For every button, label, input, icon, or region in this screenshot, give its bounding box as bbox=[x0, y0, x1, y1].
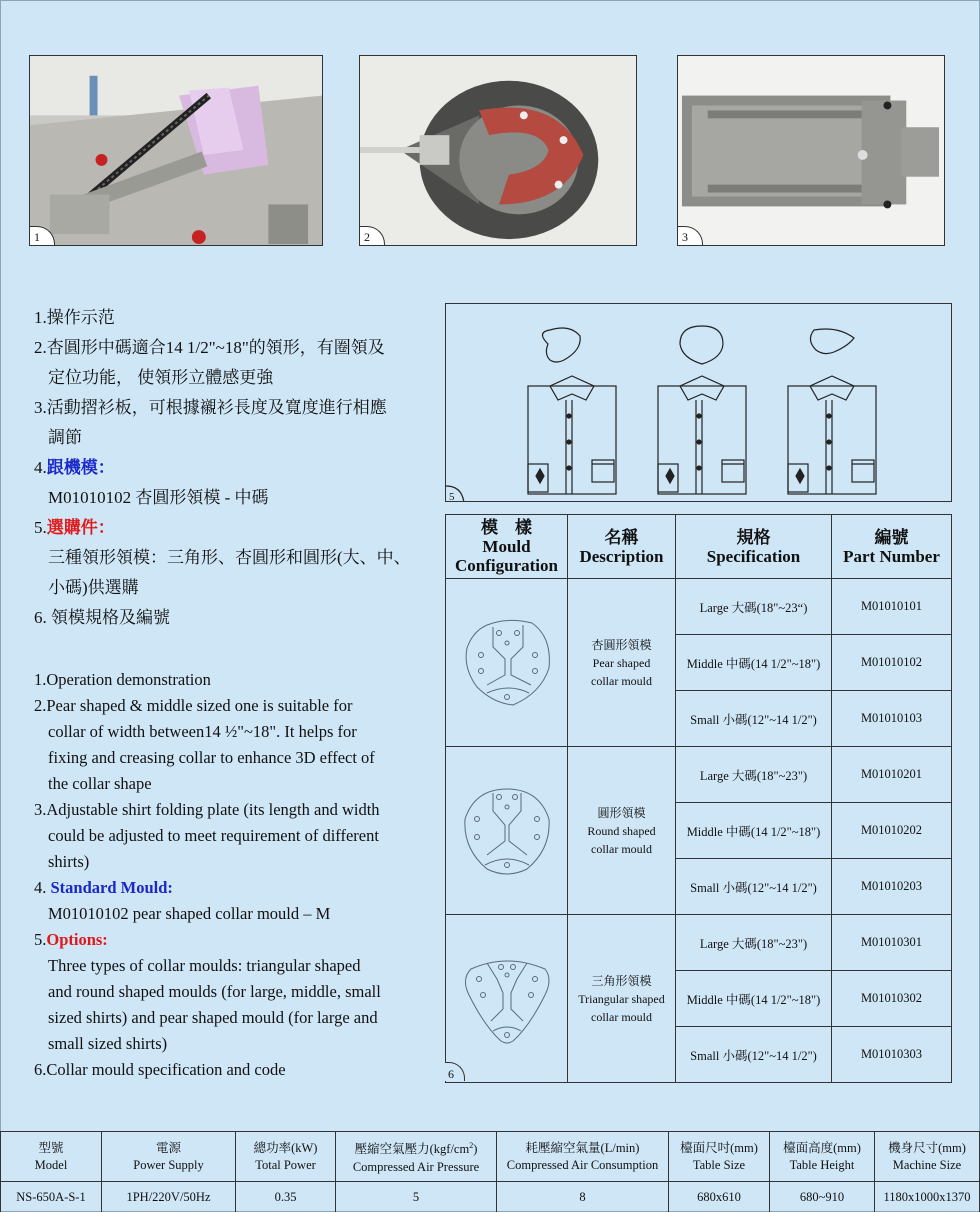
part-number-cell: M01010103 bbox=[832, 691, 952, 747]
en-line: 2.Pear shaped & middle sized one is suitable for bbox=[34, 696, 353, 715]
header-en: Model bbox=[34, 1157, 68, 1172]
mould-diagram-round bbox=[446, 747, 568, 915]
header-zh bbox=[336, 1137, 496, 1158]
size-cell: Small 小碼(12"~14 1/2") bbox=[676, 691, 832, 747]
standard-mould-label: Standard Mould: bbox=[50, 878, 173, 897]
collar-shape-triangle bbox=[810, 329, 854, 354]
header-en: Compressed Air Consumption bbox=[506, 1157, 659, 1172]
description-triangle bbox=[568, 915, 676, 1083]
zh-line: 6. 領模規格及編號 bbox=[34, 608, 170, 627]
superscript: 2 bbox=[469, 1141, 474, 1151]
en-line: could be adjusted to meet requirement of different bbox=[48, 826, 379, 845]
header-power-supply bbox=[102, 1132, 236, 1182]
header-en: Configuration bbox=[455, 556, 558, 575]
header-zh: 機身尺寸(mm) bbox=[888, 1140, 966, 1155]
part-number-cell: M01010201 bbox=[832, 747, 952, 803]
options-label: 選購件： bbox=[46, 518, 115, 537]
machine-value-row bbox=[1, 1182, 980, 1212]
desc-zh: 杏圓形領模 bbox=[591, 637, 652, 652]
header-en: Table Size bbox=[692, 1157, 746, 1172]
desc-en: Pear shaped bbox=[592, 655, 651, 670]
zh-line: M01010102 杏圓形領模 - 中碼 bbox=[48, 488, 269, 507]
standard-mould-label: 跟機模： bbox=[46, 458, 115, 477]
desc-en: Triangular shaped bbox=[578, 991, 665, 1006]
header-en: Machine Size bbox=[892, 1157, 962, 1172]
value-model: NS-650A-S-1 bbox=[1, 1182, 102, 1212]
header-zh: 檯面高度(mm) bbox=[783, 1140, 861, 1155]
en-line: shirts) bbox=[48, 852, 90, 871]
size-cell: Middle 中碼(14 1/2"~18") bbox=[676, 635, 832, 691]
figure-number: 6 bbox=[445, 1062, 465, 1081]
zh-line: 3.活動摺衫板，可根據襯衫長度及寬度進行相應 bbox=[34, 398, 387, 417]
header-mould bbox=[446, 515, 568, 579]
machine-spec-table bbox=[0, 1131, 980, 1212]
value-total-power: 0.35 bbox=[236, 1182, 336, 1212]
shirt-illustration-1 bbox=[528, 376, 616, 494]
header-air-consumption bbox=[497, 1132, 669, 1182]
size-cell: Middle 中碼(14 1/2"~18") bbox=[676, 803, 832, 859]
header-zh: 名稱 bbox=[604, 527, 639, 547]
en-line: 3.Adjustable shirt folding plate (its length and width bbox=[34, 800, 380, 819]
collar-shape-round bbox=[680, 326, 723, 364]
shirt-illustration-3 bbox=[788, 376, 876, 494]
header-machine-size bbox=[875, 1132, 980, 1182]
en-line: Three types of collar moulds: triangular shaped bbox=[48, 956, 361, 975]
part-number-cell: M01010102 bbox=[832, 635, 952, 691]
photo-pear-mould bbox=[359, 55, 637, 246]
en-line: and round shaped moulds (for large, middle, small bbox=[48, 982, 381, 1001]
value-table-height: 680~910 bbox=[770, 1182, 875, 1212]
header-en: Power Supply bbox=[133, 1157, 204, 1172]
en-line: the collar shape bbox=[48, 774, 152, 793]
photo-folding-plate bbox=[677, 55, 945, 246]
en-line: sized shirts) and pear shaped mould (for large and bbox=[48, 1008, 378, 1027]
table-row bbox=[446, 579, 952, 635]
desc-en: collar mould bbox=[591, 673, 652, 688]
size-cell: Large 大碼(18"~23") bbox=[676, 747, 832, 803]
photo-number: 3 bbox=[677, 226, 703, 246]
zh-standard-mould-heading bbox=[34, 453, 411, 483]
value-air-consumption: 8 bbox=[497, 1182, 669, 1212]
header-zh: 規格 bbox=[736, 527, 771, 547]
header-total-power bbox=[236, 1132, 336, 1182]
header-en: Table Height bbox=[789, 1157, 855, 1172]
description-round bbox=[568, 747, 676, 915]
header-part-number bbox=[832, 515, 952, 579]
en-line: fixing and creasing collar to enhance 3D effect of bbox=[48, 748, 375, 767]
photo-operation bbox=[29, 55, 323, 246]
part-number-cell: M01010101 bbox=[832, 579, 952, 635]
part-number-cell: M01010302 bbox=[832, 971, 952, 1027]
zh-line: 定位功能， 使領形立體感更強 bbox=[48, 368, 274, 387]
collar-shapes-figure bbox=[445, 303, 952, 502]
header-zh: 總功率(kW) bbox=[253, 1140, 318, 1155]
desc-zh: 圓形領模 bbox=[597, 805, 646, 820]
value-table-size: 680x610 bbox=[669, 1182, 770, 1212]
zh-line: 2.杏圓形中碼適合14 1/2"~18"的領形，有圈領及 bbox=[34, 338, 385, 357]
photo-number: 2 bbox=[359, 226, 385, 246]
part-number-cell: M01010203 bbox=[832, 859, 952, 915]
header-zh-tail: ) bbox=[473, 1142, 478, 1157]
part-number-cell: M01010303 bbox=[832, 1027, 952, 1083]
collar-shape-pear bbox=[542, 328, 580, 362]
size-cell: Small 小碼(12"~14 1/2") bbox=[676, 859, 832, 915]
mould-diagram-triangle bbox=[446, 915, 568, 1083]
table-row bbox=[446, 747, 952, 803]
photo-number: 1 bbox=[29, 226, 55, 246]
desc-en: collar mould bbox=[591, 841, 652, 856]
en-line: 6.Collar mould specification and code bbox=[34, 1060, 286, 1079]
en-line: M01010102 pear shaped collar mould – M bbox=[48, 904, 331, 923]
size-cell: Large 大碼(18"~23“) bbox=[676, 579, 832, 635]
value-air-pressure: 5 bbox=[336, 1182, 497, 1212]
header-zh: 型號 bbox=[38, 1140, 64, 1155]
header-zh: 編號 bbox=[874, 527, 909, 547]
item-number: 4. bbox=[34, 458, 47, 477]
header-zh: 檯面尺吋(mm) bbox=[680, 1140, 758, 1155]
header-en: Part Number bbox=[843, 546, 940, 566]
description-en bbox=[34, 667, 381, 1083]
en-line: 1.Operation demonstration bbox=[34, 670, 211, 689]
zh-options-heading bbox=[34, 513, 411, 543]
header-table-height bbox=[770, 1132, 875, 1182]
desc-zh: 三角形領模 bbox=[591, 973, 652, 988]
desc-en: collar mould bbox=[591, 1009, 652, 1024]
header-en: Mould bbox=[482, 537, 531, 556]
header-air-pressure bbox=[336, 1132, 497, 1182]
value-machine-size: 1180x1000x1370 bbox=[875, 1182, 980, 1212]
value-power-supply: 1PH/220V/50Hz bbox=[102, 1182, 236, 1212]
header-zh: 模 樣 bbox=[481, 518, 532, 537]
item-number: 5. bbox=[34, 518, 47, 537]
header-zh: 耗壓縮空氣量(L/min) bbox=[525, 1140, 640, 1155]
machine-header-row bbox=[1, 1132, 980, 1182]
zh-line: 三種領形領模：三角形、杏圓形和圓形(大、中、 bbox=[48, 548, 411, 567]
description-zh bbox=[34, 303, 411, 633]
mould-spec-table bbox=[445, 514, 952, 1083]
en-standard-mould-heading bbox=[34, 875, 381, 901]
part-number-cell: M01010202 bbox=[832, 803, 952, 859]
shirt-illustration-2 bbox=[658, 376, 746, 494]
desc-en: Round shaped bbox=[587, 823, 656, 838]
header-en: Compressed Air Pressure bbox=[352, 1159, 480, 1174]
description-pear bbox=[568, 579, 676, 747]
en-options-heading bbox=[34, 927, 381, 953]
item-number: 5. bbox=[34, 930, 47, 949]
figure-number: 5 bbox=[449, 491, 455, 503]
size-cell: Large 大碼(18"~23") bbox=[676, 915, 832, 971]
table-row bbox=[446, 915, 952, 971]
item-number: 4. bbox=[34, 878, 51, 897]
header-description bbox=[568, 515, 676, 579]
header-zh: 電源 bbox=[155, 1140, 181, 1155]
en-line: small sized shirts) bbox=[48, 1034, 168, 1053]
part-number-cell: M01010301 bbox=[832, 915, 952, 971]
header-en: Total Power bbox=[255, 1157, 316, 1172]
header-table-size bbox=[669, 1132, 770, 1182]
mould-diagram-pear bbox=[446, 579, 568, 747]
header-model bbox=[1, 1132, 102, 1182]
options-label: Options: bbox=[46, 930, 108, 949]
table-header-row bbox=[446, 515, 952, 579]
header-en: Description bbox=[579, 546, 664, 566]
zh-line: 1.操作示范 bbox=[34, 308, 115, 327]
en-line: collar of width between14 ½"~18". It helps for bbox=[48, 722, 357, 741]
header-en: Specification bbox=[706, 546, 801, 566]
size-cell: Middle 中碼(14 1/2"~18") bbox=[676, 971, 832, 1027]
zh-line: 小碼)供選購 bbox=[48, 578, 139, 597]
size-cell: Small 小碼(12"~14 1/2") bbox=[676, 1027, 832, 1083]
zh-line: 調節 bbox=[48, 428, 82, 447]
header-zh-text: 壓縮空氣壓力(kgf/cm bbox=[354, 1142, 470, 1157]
header-specification bbox=[676, 515, 832, 579]
